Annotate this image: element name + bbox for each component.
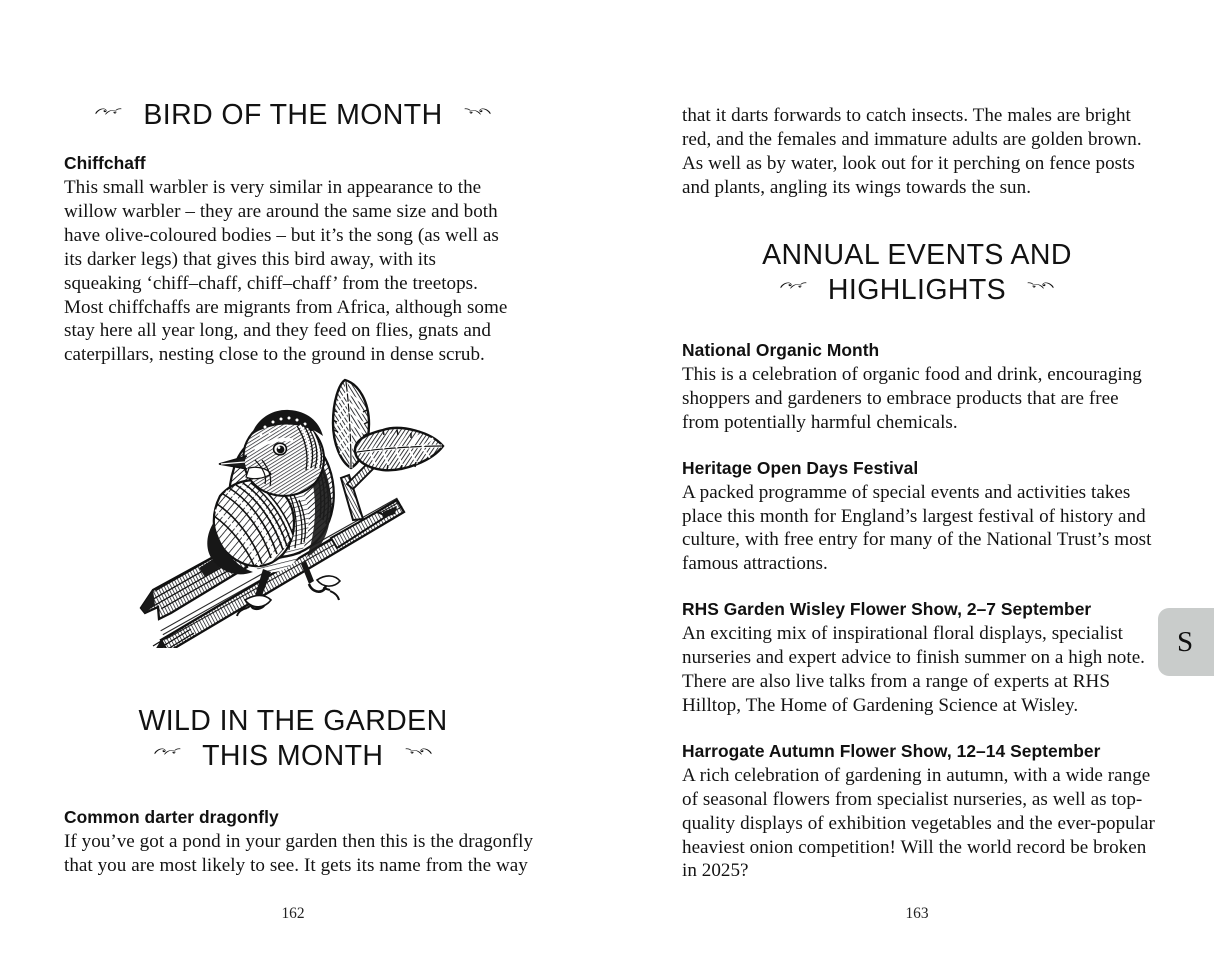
section-heading-annual-events bbox=[682, 238, 1152, 308]
article-continuation-common-darter bbox=[682, 104, 1152, 200]
section-heading-line-2-wrap bbox=[64, 739, 522, 774]
leaf-flourish-left-icon bbox=[779, 278, 809, 293]
section-heading-wild-in-the-garden bbox=[64, 704, 522, 774]
events-list bbox=[682, 339, 1158, 883]
leaf-flourish-left-icon bbox=[153, 744, 183, 759]
left-page-column bbox=[64, 0, 534, 973]
page-number-left: 162 bbox=[281, 905, 305, 922]
leaf-flourish-right-icon bbox=[462, 104, 492, 119]
article-body-common-darter: If you’ve got a pond in your garden then this is the dragonfly that you are most likely to see. It gets its name from the way bbox=[64, 830, 534, 876]
section-heading-line-1: ANNUAL EVENTS AND bbox=[762, 239, 1072, 271]
continuation-body: that it darts forwards to catch insects. The males are bright red, and the females and immature adults are golden brown. As well as by water, look out for it perching on fence posts and plants, angling its wings towards the sun. bbox=[682, 105, 1142, 198]
event-item bbox=[682, 457, 1158, 577]
article-subhead-chiffchaff: Chiffchaff bbox=[64, 153, 146, 173]
event-title: RHS Garden Wisley Flower Show, 2–7 September bbox=[682, 599, 1092, 620]
section-thumb-tab[interactable] bbox=[1158, 608, 1214, 676]
chiffchaff-woodcut-illustration bbox=[95, 372, 471, 648]
event-item bbox=[682, 339, 1158, 435]
section-heading-line-1: WILD IN THE GARDEN bbox=[138, 705, 448, 737]
thumb-tab-letter: S bbox=[1177, 625, 1194, 658]
section-heading-line-2-wrap bbox=[682, 273, 1152, 308]
section-heading-line-2: HIGHLIGHTS bbox=[827, 273, 1007, 306]
leaf-flourish-right-icon bbox=[403, 744, 433, 759]
article-body-chiffchaff: This small warbler is very similar in appearance to the willow warbler – they are around the same size and both have olive-coloured bodies – but it’s the song (as well as its darker legs) that gives this bird away, with its squeaking ‘chiff–chaff, chiff–chaff’ from the treetops. Most chiffchaffs are migrants from Africa, although some stay here all year long, and they feed on flies, gnats and caterpillars, nesting close to the ground in dense scrub. bbox=[64, 176, 508, 366]
article-subhead-common-darter: Common darter dragonfly bbox=[64, 807, 279, 827]
leaf-flourish-right-icon bbox=[1025, 278, 1055, 293]
page-number-right: 163 bbox=[905, 905, 929, 922]
event-body: A rich celebration of gardening in autumn, with a wide range of seasonal flowers from specialist nurseries, as well as top-quality displays of exhibition vegetables and the ever-popular heaviest onion competition! Will the world record be broken in 2025? bbox=[682, 764, 1155, 882]
event-title: Heritage Open Days Festival bbox=[682, 457, 919, 478]
section-heading-line-2: THIS MONTH bbox=[202, 739, 384, 772]
event-body: An exciting mix of inspirational floral displays, specialist nurseries and expert advice to finish summer on a high note. There are also live talks from a range of experts at RHS Hilltop, The Home of Gardening Science at Wisley. bbox=[682, 623, 1145, 716]
event-title: Harrogate Autumn Flower Show, 12–14 September bbox=[682, 740, 1101, 761]
event-body: A packed programme of special events and activities takes place this month for England’s largest festival of history and culture, with free entry for many of the National Trust’s most famous attractions. bbox=[682, 481, 1152, 575]
article-chiffchaff bbox=[64, 152, 516, 367]
event-item bbox=[682, 598, 1158, 718]
right-page-column bbox=[682, 0, 1155, 973]
event-title: National Organic Month bbox=[682, 340, 880, 360]
article-common-darter-dragonfly bbox=[64, 806, 534, 878]
section-heading-text: BIRD OF THE MONTH bbox=[143, 99, 443, 131]
event-item bbox=[682, 740, 1158, 884]
leaf-flourish-left-icon bbox=[94, 104, 124, 119]
event-body: This is a celebration of organic food and drink, encouraging shoppers and gardeners to embrace products that are free from potentially harmful chemicals. bbox=[682, 363, 1142, 433]
section-heading-bird-of-the-month bbox=[64, 98, 522, 133]
